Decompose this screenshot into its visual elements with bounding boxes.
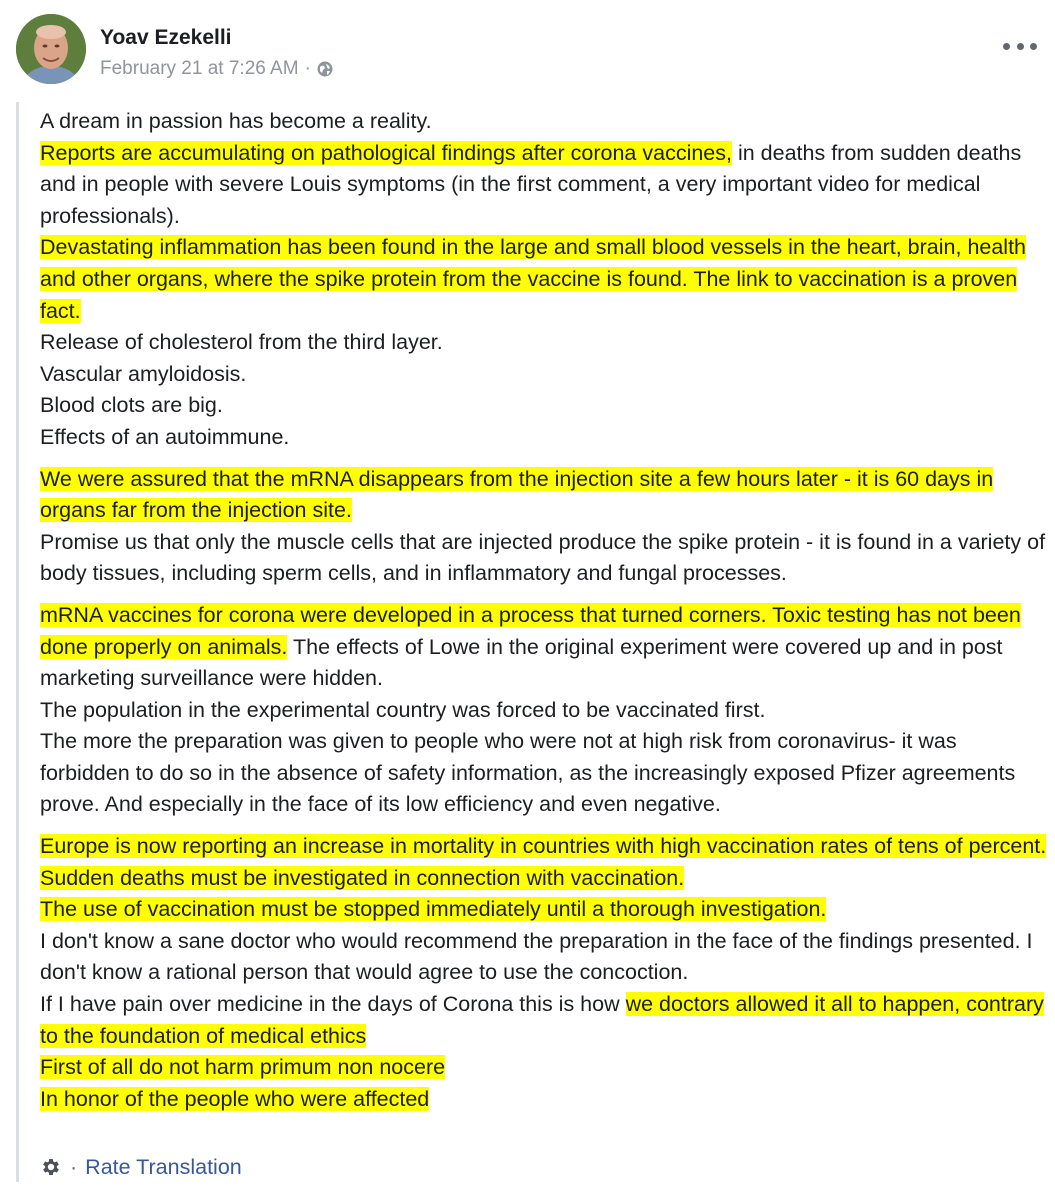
post-line [40,863,1050,895]
highlighted-text: The use of vaccination must be stopped immediately until a thorough investigation. [40,897,827,922]
post-text: The effects of Lowe in the original experiment were covered up and in post marketing surveillance were hidden. [40,634,1003,691]
highlighted-text: First of all do not harm primum non nocere [40,1055,446,1080]
post-line: Vascular amyloidosis. [40,361,247,386]
globe-icon[interactable] [317,61,333,77]
post-meta [100,56,333,82]
post-line: I don't know a sane doctor who would recommend the preparation in the face of the findings presented. I don't know a rational person that would agree to use the concoction. [40,928,1033,985]
meta-separator: · [304,58,311,79]
post-line: A dream in passion has become a reality. [40,109,432,133]
post-line: Effects of an autoimmune. [40,424,290,449]
post-line [40,989,1050,1052]
ellipsis-icon[interactable] [1003,36,1037,56]
post-line [40,1084,1050,1116]
post-line: Release of cholesterol from the third layer. [40,330,443,355]
post-line [40,464,1050,527]
post-line [40,831,1050,863]
post-line: Blood clots are big. [40,393,223,418]
post-timestamp[interactable]: February 21 at 7:26 AM [100,58,299,79]
post-line [40,138,1050,233]
avatar[interactable] [16,14,86,84]
post-text: in deaths from sudden deaths and in people with severe Louis symptoms (in the first comment, a very important video for medical professionals). [40,140,1022,228]
highlighted-text: Sudden deaths must be investigated in connection with vaccination. [40,865,685,890]
post-line [40,600,1050,695]
highlighted-text: Europe is now reporting an increase in mortality in countries with high vaccination rates of tens of percent. [40,834,1047,859]
post-line: The population in the experimental country was forced to be vaccinated first. [40,697,766,722]
quote-bar [16,102,19,1182]
highlighted-text: Devastating inflammation has been found in the large and small blood vessels in the heart, brain, health and other organs, where the spike protein from the vaccine is found. The link to vaccination is a proven fact. [40,235,1027,323]
highlighted-text: We were assured that the mRNA disappears from the injection site a few hours later - it is 60 days in organs far from the injection site. [40,466,994,523]
highlighted-text: we doctors allowed it all to happen, contrary to the foundation of medical ethics [40,992,1044,1048]
post-text: If I have pain over medicine in the days of Corona this is how [40,992,626,1017]
post-line [40,1052,1050,1084]
highlighted-text: In honor of the people who were affected [40,1086,430,1111]
post-body [40,106,1050,1115]
post-line: Promise us that only the muscle cells that are injected produce the spike protein - it is found in a variety of body tissues, including sperm cells, and in inflammatory and fungal processes. [40,529,1046,586]
rate-translation-link[interactable]: Rate Translation [85,1155,242,1179]
author-name[interactable]: Yoav Ezekelli [100,26,232,49]
avatar-image [16,14,86,84]
gear-icon[interactable] [40,1156,62,1178]
footer-separator: · [70,1155,78,1179]
translation-footer [40,1152,242,1182]
post-line [40,894,1050,926]
highlighted-text: mRNA vaccines for corona were developed in a process that turned corners. Toxic testing has not been done properly on animals. [40,602,1021,659]
post-line [40,232,1050,327]
post-line: The more the preparation was given to people who were not at high risk from coronavirus- it was forbidden to do so in the absence of safety information, as the increasingly exposed Pfizer agreements prove. And especially in the face of its low efficiency and even negative. [40,729,1016,817]
highlighted-text: Reports are accumulating on pathological findings after corona vaccines, [40,140,732,165]
